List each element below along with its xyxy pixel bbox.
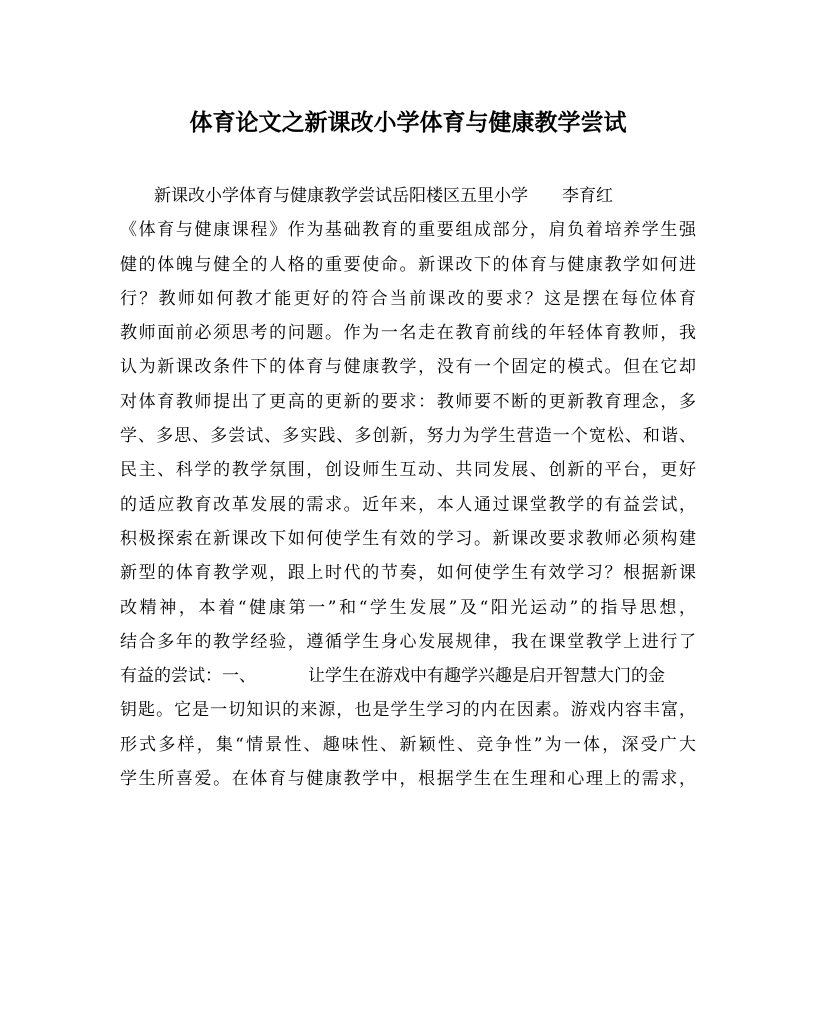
body-line: 民主、科学的教学氛围，创设师生互动、共同发展、创新的平台，更好 [120, 460, 696, 481]
body-line: 学生所喜爱。在体育与健康教学中，根据学生在生理和心理上的需求， [120, 769, 696, 790]
byline-text: 新课改小学体育与健康教学尝试岳阳楼区五里小学 [154, 186, 528, 206]
byline [120, 179, 696, 213]
body-line: 行？教师如何教才能更好的符合当前课改的要求？这是摆在每位体育 [120, 288, 696, 309]
body-line: 形式多样，集“情景性、趣味性、新颖性、竞争性”为一体，深受广大 [120, 734, 696, 755]
section-heading-text: 让学生在游戏中有趣学兴趣是启开智慧大门的金 [308, 666, 665, 687]
body-line: 教师面前必须思考的问题。作为一名走在教育前线的年轻体育教师，我 [120, 323, 696, 344]
body-line: 积极探索在新课改下如何使学生有效的学习。新课改要求教师必须构建 [120, 528, 696, 549]
body-line: 钥匙。它是一切知识的来源，也是学生学习的内在因素。游戏内容丰富， [120, 700, 696, 721]
document-title: 体育论文之新课改小学体育与健康教学尝试 [189, 109, 627, 136]
body-line: 认为新课改条件下的体育与健康教学，没有一个固定的模式。但在它却 [120, 357, 696, 378]
byline-author: 李育红 [562, 186, 613, 206]
body-line: 结合多年的教学经验，遵循学生身心发展规律，我在课堂教学上进行了 [120, 631, 696, 652]
body-line: 新型的体育教学观，跟上时代的节奏，如何使学生有效学习？根据新课 [120, 563, 696, 584]
body-line: 的适应教育改革发展的需求。近年来，本人通过课堂教学的有益尝试， [120, 494, 696, 515]
section-number: 有益的尝试：一、 [120, 666, 256, 687]
body-line: 《体育与健康课程》作为基础教育的重要组成部分，肩负着培养学生强 [120, 220, 696, 241]
document-body [120, 179, 696, 796]
section-heading-line [120, 659, 696, 693]
body-line: 改精神，本着“健康第一”和“学生发展”及“阳光运动”的指导思想， [120, 597, 696, 618]
body-line: 对体育教师提出了更高的更新的要求：教师要不断的更新教育理念，多 [120, 391, 696, 412]
body-line: 学、多思、多尝试、多实践、多创新，努力为学生营造一个宽松、和谐、 [120, 426, 696, 447]
body-line: 健的体魄与健全的人格的重要使命。新课改下的体育与健康教学如何进 [120, 254, 696, 275]
